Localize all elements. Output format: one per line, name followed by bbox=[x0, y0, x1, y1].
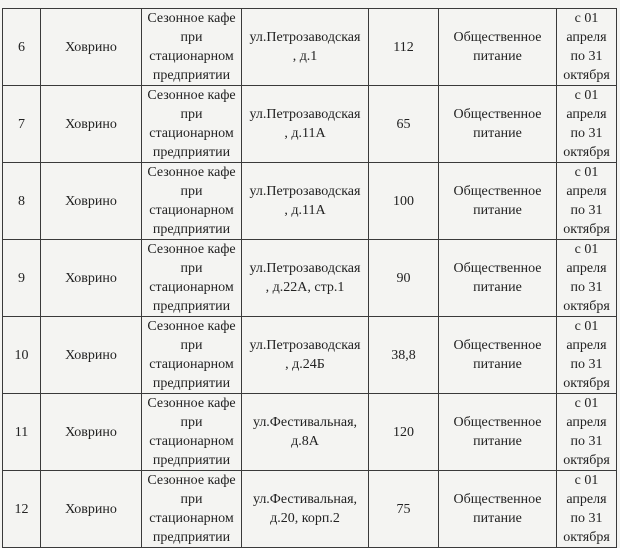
row-number: 11 bbox=[3, 394, 41, 471]
specialization-cell: Общественное питание bbox=[439, 317, 557, 394]
address-cell: ул.Фестивальная, д.20, корп.2 bbox=[242, 471, 369, 548]
table-row bbox=[3, 240, 617, 317]
district-cell: Ховрино bbox=[41, 317, 142, 394]
table-row bbox=[3, 163, 617, 240]
object-type-cell: Сезонное кафе при стационарном предприятии bbox=[142, 163, 242, 240]
address-cell: ул.Петрозаводская , д.1 bbox=[242, 9, 369, 86]
specialization-cell: Общественное питание bbox=[439, 394, 557, 471]
period-cell: с 01 апреля по 31 октября bbox=[557, 317, 617, 394]
period-cell: с 01 апреля по 31 октября bbox=[557, 86, 617, 163]
cafe-table bbox=[2, 8, 617, 548]
district-cell: Ховрино bbox=[41, 240, 142, 317]
address-cell: ул.Петрозаводская , д.11А bbox=[242, 163, 369, 240]
period-cell: с 01 апреля по 31 октября bbox=[557, 163, 617, 240]
area-cell: 38,8 bbox=[369, 317, 439, 394]
district-cell: Ховрино bbox=[41, 394, 142, 471]
row-number: 10 bbox=[3, 317, 41, 394]
object-type-cell: Сезонное кафе при стационарном предприятии bbox=[142, 86, 242, 163]
table-row bbox=[3, 317, 617, 394]
district-cell: Ховрино bbox=[41, 9, 142, 86]
row-number: 12 bbox=[3, 471, 41, 548]
district-cell: Ховрино bbox=[41, 86, 142, 163]
area-cell: 100 bbox=[369, 163, 439, 240]
area-cell: 120 bbox=[369, 394, 439, 471]
area-cell: 75 bbox=[369, 471, 439, 548]
row-number: 7 bbox=[3, 86, 41, 163]
table-row bbox=[3, 471, 617, 548]
object-type-cell: Сезонное кафе при стационарном предприятии bbox=[142, 240, 242, 317]
object-type-cell: Сезонное кафе при стационарном предприятии bbox=[142, 317, 242, 394]
row-number: 6 bbox=[3, 9, 41, 86]
address-cell: ул.Фестивальная, д.8А bbox=[242, 394, 369, 471]
row-number: 8 bbox=[3, 163, 41, 240]
object-type-cell: Сезонное кафе при стационарном предприятии bbox=[142, 471, 242, 548]
table-row bbox=[3, 9, 617, 86]
district-cell: Ховрино bbox=[41, 163, 142, 240]
object-type-cell: Сезонное кафе при стационарном предприятии bbox=[142, 9, 242, 86]
specialization-cell: Общественное питание bbox=[439, 471, 557, 548]
address-cell: ул.Петрозаводская , д.22А, стр.1 bbox=[242, 240, 369, 317]
specialization-cell: Общественное питание bbox=[439, 163, 557, 240]
specialization-cell: Общественное питание bbox=[439, 86, 557, 163]
table-row bbox=[3, 394, 617, 471]
period-cell: с 01 апреля по 31 октября bbox=[557, 471, 617, 548]
period-cell: с 01 апреля по 31 октября bbox=[557, 9, 617, 86]
area-cell: 65 bbox=[369, 86, 439, 163]
district-cell: Ховрино bbox=[41, 471, 142, 548]
period-cell: с 01 апреля по 31 октября bbox=[557, 394, 617, 471]
period-cell: с 01 апреля по 31 октября bbox=[557, 240, 617, 317]
area-cell: 112 bbox=[369, 9, 439, 86]
table-row bbox=[3, 86, 617, 163]
specialization-cell: Общественное питание bbox=[439, 9, 557, 86]
area-cell: 90 bbox=[369, 240, 439, 317]
object-type-cell: Сезонное кафе при стационарном предприятии bbox=[142, 394, 242, 471]
row-number: 9 bbox=[3, 240, 41, 317]
specialization-cell: Общественное питание bbox=[439, 240, 557, 317]
address-cell: ул.Петрозаводская , д.11А bbox=[242, 86, 369, 163]
address-cell: ул.Петрозаводская , д.24Б bbox=[242, 317, 369, 394]
